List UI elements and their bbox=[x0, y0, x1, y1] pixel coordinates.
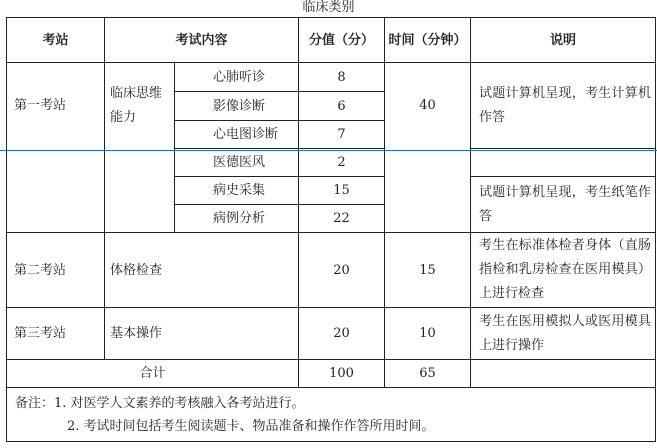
table-row bbox=[7, 63, 656, 92]
remark-line-2: 2. 考试时间包括考生阅读题卡、物品准备和操作作答所用时间。 bbox=[67, 418, 435, 434]
station1-item-3: 心电图诊断 bbox=[175, 121, 299, 149]
header-content: 考试内容 bbox=[105, 18, 299, 63]
header-station: 考站 bbox=[7, 18, 105, 63]
station1-item-5: 病史采集 bbox=[175, 177, 299, 205]
station2-content: 体格检查 bbox=[105, 233, 299, 308]
station2-score: 20 bbox=[299, 233, 385, 308]
total-row bbox=[7, 360, 656, 388]
station1-item-4: 医德医风 bbox=[175, 149, 299, 177]
station1-name: 第一考站 bbox=[7, 63, 105, 149]
station3-score: 20 bbox=[299, 308, 385, 360]
station1-group: 临床思维能力 bbox=[105, 63, 175, 149]
total-note-empty bbox=[471, 360, 656, 388]
station1-name-continued bbox=[7, 149, 105, 233]
station3-name: 第三考站 bbox=[7, 308, 105, 360]
table-row bbox=[7, 308, 656, 360]
station2-time: 15 bbox=[385, 233, 471, 308]
table-row bbox=[7, 149, 656, 177]
remarks-row bbox=[7, 388, 656, 442]
overlay-guide-line bbox=[0, 150, 657, 151]
header-time: 时间（分钟） bbox=[385, 18, 471, 63]
total-time: 65 bbox=[385, 360, 471, 388]
station1-group-continued bbox=[105, 149, 175, 233]
station1-note-b: 试题计算机呈现，考生纸笔作答 bbox=[471, 177, 656, 233]
header-score: 分值（分） bbox=[299, 18, 385, 63]
station3-note: 考生在医用模拟人或医用模具上进行操作 bbox=[471, 308, 656, 360]
station1-item-6: 病例分析 bbox=[175, 205, 299, 233]
header-note: 说明 bbox=[471, 18, 656, 63]
station1-time-continued bbox=[385, 149, 471, 233]
station2-name: 第二考站 bbox=[7, 233, 105, 308]
station1-item-1: 心肺听诊 bbox=[175, 63, 299, 92]
station1-score-3: 7 bbox=[299, 121, 385, 149]
station1-time: 40 bbox=[385, 63, 471, 149]
station1-note-empty bbox=[471, 149, 656, 177]
table-row bbox=[7, 233, 656, 308]
station2-note: 考生在标准体检者身体（直肠指检和乳房检查在医用模具）上进行检查 bbox=[471, 233, 656, 308]
station3-content: 基本操作 bbox=[105, 308, 299, 360]
station1-item-2: 影像诊断 bbox=[175, 92, 299, 121]
page-title: 临床类别 bbox=[302, 0, 355, 15]
station1-note-a: 试题计算机呈现，考生计算机作答 bbox=[471, 63, 656, 149]
station1-score-2: 6 bbox=[299, 92, 385, 121]
remarks bbox=[7, 388, 656, 442]
table-header-row bbox=[7, 18, 656, 63]
total-label: 合计 bbox=[7, 360, 299, 388]
station1-score-5: 15 bbox=[299, 177, 385, 205]
exam-schedule-table bbox=[6, 17, 656, 442]
station1-score-6: 22 bbox=[299, 205, 385, 233]
total-score: 100 bbox=[299, 360, 385, 388]
station3-time: 10 bbox=[385, 308, 471, 360]
station1-score-4: 2 bbox=[299, 149, 385, 177]
station1-score-1: 8 bbox=[299, 63, 385, 92]
remark-line-1: 备注：1. 对医学人文素养的考核融入各考站进行。 bbox=[15, 395, 305, 411]
